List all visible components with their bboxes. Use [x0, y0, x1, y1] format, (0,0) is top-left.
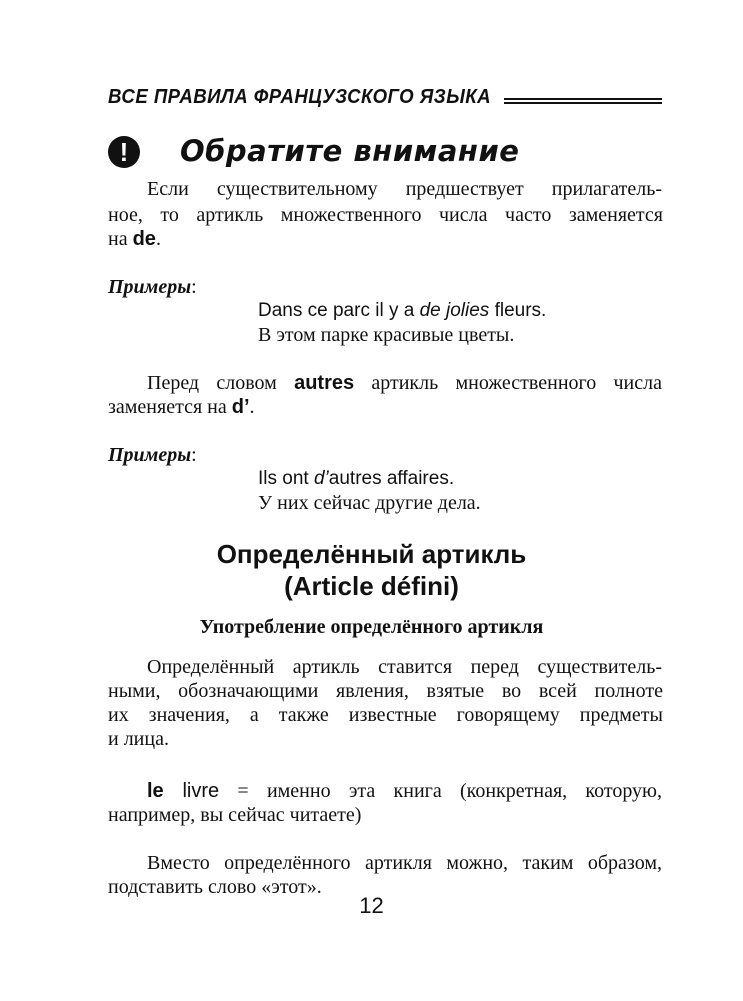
section-subtitle: Употребление определённого артикля — [199, 616, 544, 638]
example1-russian: В этом парке красивые цветы. — [258, 324, 515, 346]
para3-line3: их значения, а также известные говорящему предметы — [108, 704, 663, 726]
example2-russian: У них сейчас другие дела. — [258, 492, 481, 514]
examples-label-2: Примеры: — [108, 444, 197, 466]
para5-line2: подставить слово «этот». — [108, 876, 322, 898]
para3-line1: Определённый артикль ставится перед существитель- — [147, 656, 662, 678]
page-number: 12 — [359, 893, 384, 918]
header-rule — [504, 98, 662, 105]
running-header: ВСЕ ПРАВИЛА ФРАНЦУЗСКОГО ЯЗЫКА — [108, 86, 492, 108]
section-title-line1: Определённый артикль — [216, 539, 527, 569]
notice-title: Обратите внимание — [180, 134, 520, 168]
para1-line3: на de. — [108, 228, 161, 250]
examples-label-1: Примеры: — [108, 276, 197, 298]
para4-line2: например, вы сейчас читаете) — [108, 804, 362, 826]
section-title-line2: (Article défini) — [284, 571, 459, 601]
para1-line1: Если существительному предшествует прилагатель- — [147, 178, 662, 200]
term-de: de — [132, 228, 156, 250]
para3-line4: и лица. — [108, 728, 169, 750]
para2-line1: Перед словом autres артикль множественного числа — [147, 372, 662, 394]
para1-line2: ное, то артикль множественного числа часто заменяется — [108, 204, 663, 226]
para2-line2: заменяется на d’. — [108, 396, 255, 418]
para4-line1: le livre = именно эта книга (конкретная, которую, — [147, 780, 662, 802]
para3-line2: ными, обозначающими явления, взятые во всей полноте — [108, 680, 663, 702]
exclamation-icon: ! — [108, 136, 140, 168]
example2-french: Ils ont d’autres affaires. — [258, 468, 455, 489]
para5-line1: Вместо определённого артикля можно, таким образом, — [147, 852, 662, 874]
example1-french: Dans ce parc il y a de jolies fleurs. — [258, 300, 547, 321]
